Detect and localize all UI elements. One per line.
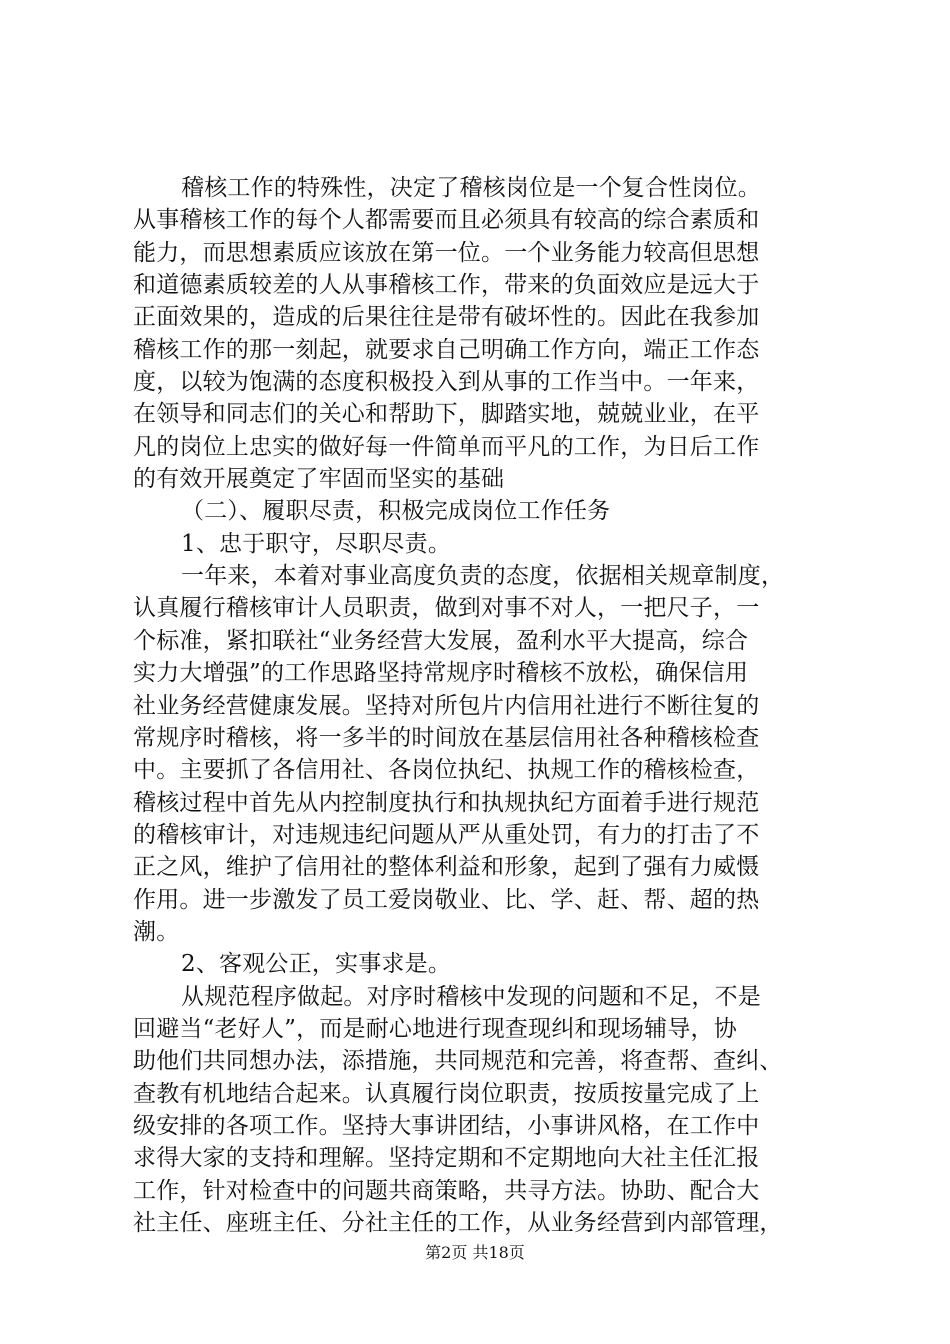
text-line: 一年来，本着对事业高度负责的态度，依据相关规章制度，: [181, 563, 785, 590]
text-line: 正之风，维护了信用社的整体利益和形象，起到了强有力威慑: [133, 854, 760, 881]
text-line: 潮。: [133, 918, 180, 945]
text-line: 求得大家的支持和理解。坚持定期和不定期地向大社主任汇报: [133, 1145, 760, 1172]
text-line: 查教有机地结合起来。认真履行岗位职责，按质按量完成了上: [133, 1080, 760, 1107]
text-line: 度，以较为饱满的态度积极投入到从事的工作当中。一年来，: [133, 369, 760, 396]
text-line: 稽核工作的那一刻起，就要求自己明确工作方向，端正工作态: [133, 336, 760, 363]
document-body: [133, 172, 829, 1239]
text-line: 2、客观公正，实事求是。: [181, 951, 452, 978]
text-line: 1、忠于职守，尽职尽责。: [181, 530, 452, 557]
text-line: 正面效果的，造成的后果往往是带有破坏性的。因此在我参加: [133, 304, 760, 331]
text-line: 从事稽核工作的每个人都需要而且必须具有较高的综合素质和: [133, 207, 760, 234]
text-line: 在领导和同志们的关心和帮助下，脚踏实地，兢兢业业，在平: [133, 401, 760, 428]
text-line: 常规序时稽核，将一多半的时间放在基层信用社各种稽核检查: [133, 724, 760, 751]
page-footer: 第2页 共18页: [425, 1243, 525, 1262]
text-line: 个标准，紧扣联社“业务经营大发展，盈利水平大提高，综合: [133, 627, 749, 654]
text-line: 凡的岗位上忠实的做好每一件简单而平凡的工作，为日后工作: [133, 433, 760, 460]
text-line: 社业务经营健康发展。坚持对所包片内信用社进行不断往复的: [133, 692, 760, 719]
text-line: 稽核工作的特殊性，决定了稽核岗位是一个复合性岗位。: [181, 175, 761, 201]
text-line: 级安排的各项工作。坚持大事讲团结，小事讲风格，在工作中: [133, 1112, 760, 1139]
text-line: 稽核过程中首先从内控制度执行和执规执纪方面着手进行规范: [133, 789, 760, 816]
text-line: 认真履行稽核审计人员职责，做到对事不对人，一把尺子，一: [133, 595, 760, 622]
text-line: 助他们共同想办法，添措施，共同规范和完善，将查帮、查纠、: [133, 1048, 783, 1075]
text-line: 回避当“老好人”，而是耐心地进行现查现纠和现场辅导，协: [133, 1015, 737, 1042]
text-line: 能力，而思想素质应该放在第一位。一个业务能力较高但思想: [133, 239, 760, 266]
text-line: 作用。进一步激发了员工爱岗敬业、比、学、赶、帮、超的热: [133, 886, 760, 913]
text-line: 的有效开展奠定了牢固而坚实的基础: [133, 466, 505, 493]
text-line: （二）、履职尽责，积极完成岗位工作任务: [181, 498, 611, 525]
text-line: 实力大增强”的工作思路坚持常规序时稽核不放松，确保信用: [133, 660, 749, 687]
text-line: 从规范程序做起。对序时稽核中发现的问题和不足，不是: [181, 983, 761, 1010]
text-line: 中。主要抓了各信用社、各岗位执纪、执规工作的稽核检查，: [133, 757, 760, 784]
text-line: 社主任、座班主任、分社主任的工作，从业务经营到内部管理，: [133, 1210, 783, 1236]
text-line: 的稽核审计，对违规违纪问题从严从重处罚，有力的打击了不: [133, 821, 760, 848]
text-line: 和道德素质较差的人从事稽核工作，带来的负面效应是远大于: [133, 272, 760, 299]
text-line: 工作，针对检查中的问题共商策略，共寻方法。协助、配合大: [133, 1177, 760, 1204]
